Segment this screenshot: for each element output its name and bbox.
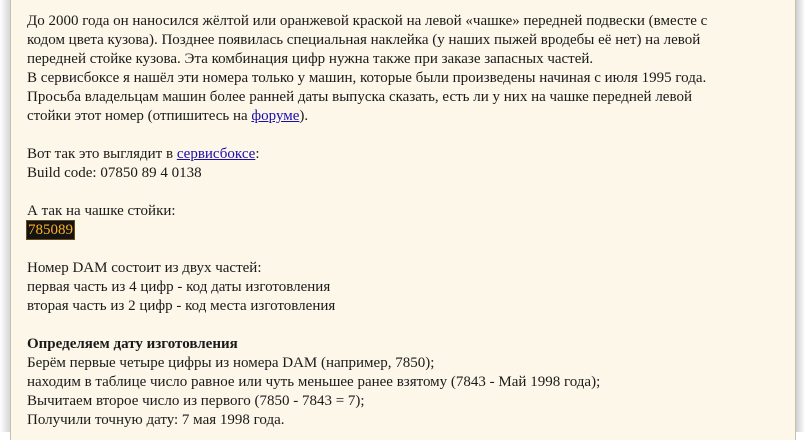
strut-label: А так на чашке стойки: <box>27 203 176 219</box>
page-shadow-right <box>796 0 805 432</box>
intro-line-1: До 2000 года он наносился жёлтой или оранжевой краской на левой «чашке» передней подвески (вместе с <box>27 13 708 29</box>
intro-line-6-end: ). <box>299 108 309 124</box>
strut-code-image: 785089 <box>28 222 73 238</box>
spacer <box>27 183 787 202</box>
servicebox-colon: : <box>255 146 260 162</box>
intro-line-4: В сервисбоксе я нашёл эти номера только у машин, которые были произведены начиная с июля 1995 года. <box>27 70 707 86</box>
step-1: Берём первые четыре цифры из номера DAM (например, 7850); <box>27 355 435 371</box>
spacer <box>27 126 787 145</box>
page-shadow-left <box>0 0 10 432</box>
intro-line-5: Просьба владельцам машин более ранней даты выпуска сказать, есть ли у них на чашке передней левой <box>27 89 692 105</box>
step-4: Получили точную дату: 7 мая 1998 года. <box>27 412 285 428</box>
servicebox-link[interactable]: сервисбоксе <box>176 146 256 162</box>
build-code: Build code: 07850 89 4 0138 <box>27 165 202 181</box>
spacer <box>27 240 787 259</box>
section-heading: Определяем дату изготовления <box>27 336 238 352</box>
forum-link[interactable]: форуме <box>251 108 300 124</box>
servicebox-line <box>27 145 787 164</box>
dam-line-3: вторая часть из 2 цифр - код места изготовления <box>27 298 336 314</box>
dam-line-2: первая часть из 4 цифр - код даты изготовления <box>27 279 331 295</box>
step-3: Вычитаем второе число из первого (7850 - 7843 = 7); <box>27 393 365 409</box>
servicebox-text: Вот так это выглядит в <box>27 146 177 162</box>
spacer <box>27 316 787 335</box>
intro-line-3: передней стойке кузова. Эта комбинация цифр нужна также при заказе запасных частей. <box>27 51 594 67</box>
intro-line-2: кодом цвета кузова). Позднее появилась специальная наклейка (у наших пыжей вродебы её нет) на левой <box>27 32 701 48</box>
strut-code-line <box>27 221 787 240</box>
step-2: находим в таблице число равное или чуть меньшее ранее взятому (7843 - Май 1998 года); <box>27 374 601 390</box>
dam-line-1: Номер DAM состоит из двух частей: <box>27 260 262 276</box>
article-content <box>27 12 787 430</box>
intro-line-6 <box>27 107 787 126</box>
intro-line-6-text: стойки этот номер (отпишитесь на <box>27 108 252 124</box>
